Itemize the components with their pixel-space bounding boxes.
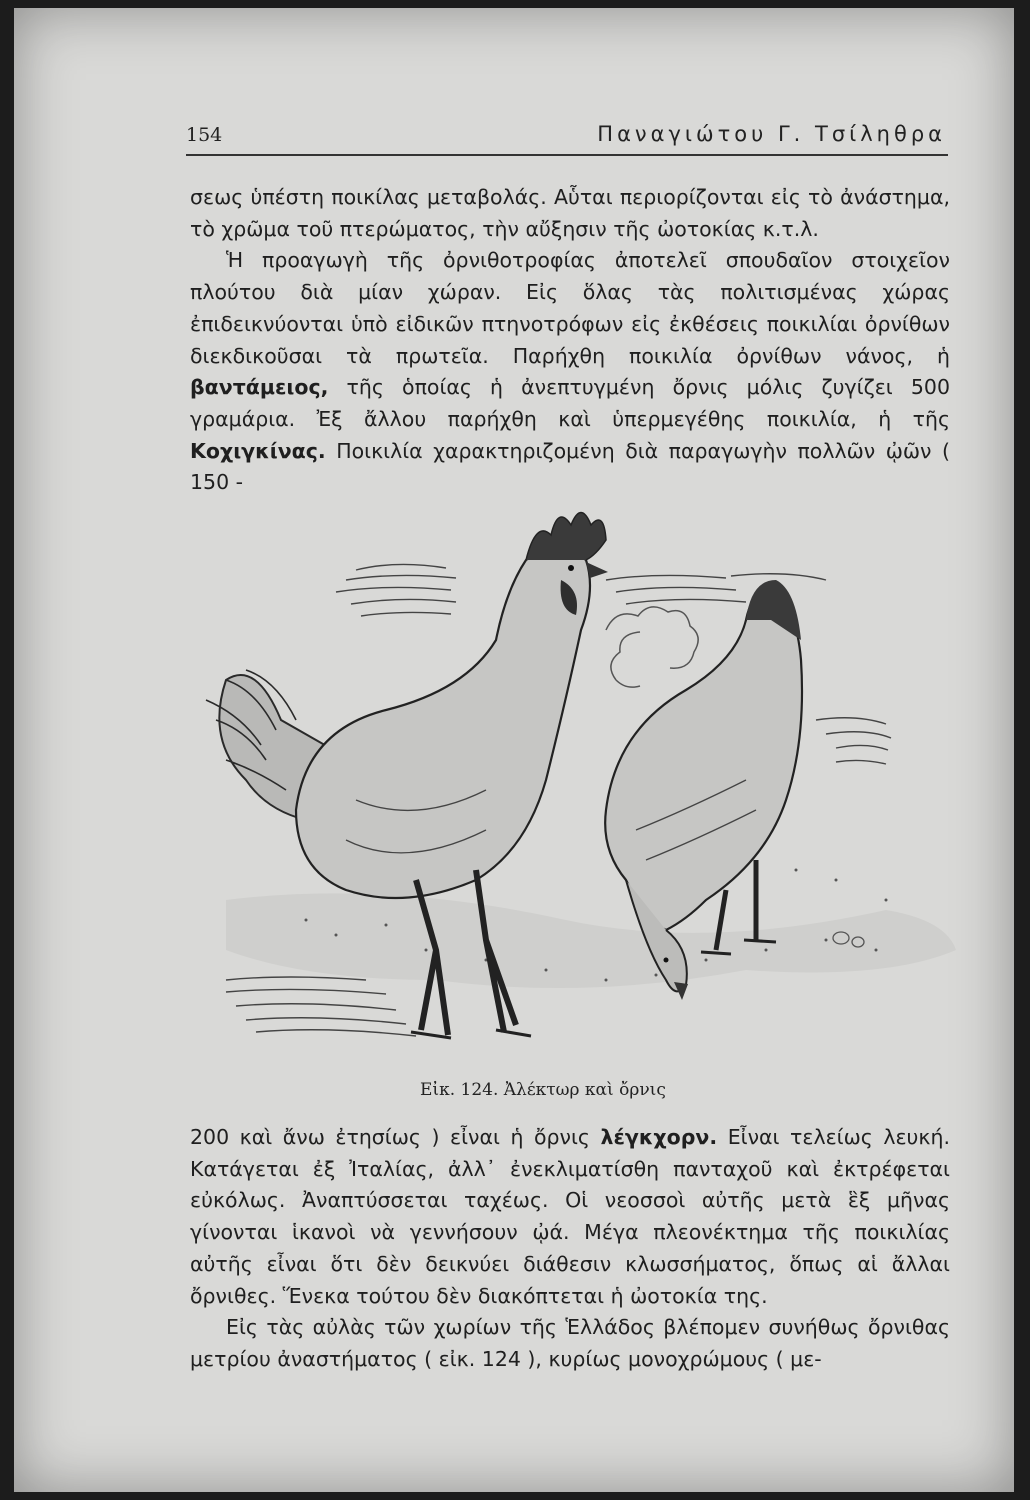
running-head: Παναγιώτου Γ. Τσίληθρα: [597, 122, 946, 146]
body-text-top: [190, 182, 950, 499]
paragraph-3-part-a: 200 καὶ ἄνω ἐτησίως ) εἶναι ἡ ὄρνις: [190, 1125, 601, 1149]
term-cochin: Κοχιγκίνας.: [190, 438, 326, 463]
rooster-hen-illustration: [186, 480, 966, 1070]
paragraph-2-part-c: Ποικιλία χαρακτηριζομένη διὰ παραγωγὴν πολλῶν ᾠῶν ( 150 -: [190, 438, 950, 495]
rooster-hen-drawing: [186, 480, 966, 1070]
figure-caption: Εἰκ. 124. Ἀλέκτωρ καὶ ὄρνις: [420, 1080, 666, 1100]
paragraph-2-part-a: Ἡ προαγωγὴ τῆς ὀρνιθοτροφίας ἀποτελεῖ σπουδαῖον στοιχεῖον πλούτου διὰ μίαν χώραν. Εἰς ὅλας τὰς πολιτισμένας χώρας ἐπιδεικνύονται ὑπὸ εἰδικῶν πτηνοτρόφων εἰς ἐκθέσεις ποικιλίαι ὀρνίθων διεκδικοῦσαι τὰ πρωτεῖα. Παρήχθη ποικιλία ὀρνίθων νάνος, ἡ: [190, 248, 950, 368]
paragraph-2: [190, 245, 950, 499]
paragraph-3: [190, 1122, 950, 1312]
page-header: [186, 118, 948, 156]
ground: [226, 869, 956, 989]
paragraph-2-part-b: τῆς ὁποίας ἡ ἀνεπτυγμένη ὄρνις μόλις ζυγίζει 500 γραμάρια. Ἐξ ἄλλου παρήχθη καὶ ὑπερμεγέθης ποικιλία, ἡ τῆς: [190, 375, 950, 431]
cloud-outlines: [606, 607, 698, 687]
paragraph-3-part-b: Εἶναι τελείως λευκή. Κατάγεται ἐξ Ἰταλίας, ἀλλ᾿ ἐνεκλιματίσθη πανταχοῦ καὶ ἐκτρέφεται εὐκόλως. Ἀναπτύσσεται ταχέως. Οἱ νεοσσοὶ αὐτῆς μετὰ ἓξ μῆνας γίνονται ἱκανοὶ νὰ γεννήσουν ᾠά. Μέγα πλεονέκτημα τῆς ποικιλίας αὐτῆς εἶναι ὅτι δὲν δεικνύει διάθεσιν κλωσσήματος, ὅπως αἱ ἄλλαι ὄρνιθες. Ἕνεκα τούτου δὲν διακόπτεται ἡ ὠοτοκία της.: [190, 1125, 950, 1308]
paragraph-1: σεως ὑπέστη ποικίλας μεταβολάς. Αὗται περιορίζονται εἰς τὸ ἀνάστημα, τὸ χρῶμα τοῦ πτερώματος, τὴν αὔξησιν τῆς ὠοτοκίας κ.τ.λ.: [190, 185, 950, 241]
term-leghorn: λέγκχορν.: [600, 1125, 718, 1149]
paragraph-4: Εἰς τὰς αὐλὰς τῶν χωρίων τῆς Ἑλλάδος βλέπομεν συνήθως ὄρνιθας μετρίου ἀναστήματος ( εἰκ. 124 ), κυρίως μονοχρώμους ( με-: [190, 1315, 950, 1371]
term-bantam: βαντάμειος,: [190, 375, 329, 400]
body-text-bottom: [190, 1122, 950, 1376]
page-number: 154: [186, 124, 223, 146]
